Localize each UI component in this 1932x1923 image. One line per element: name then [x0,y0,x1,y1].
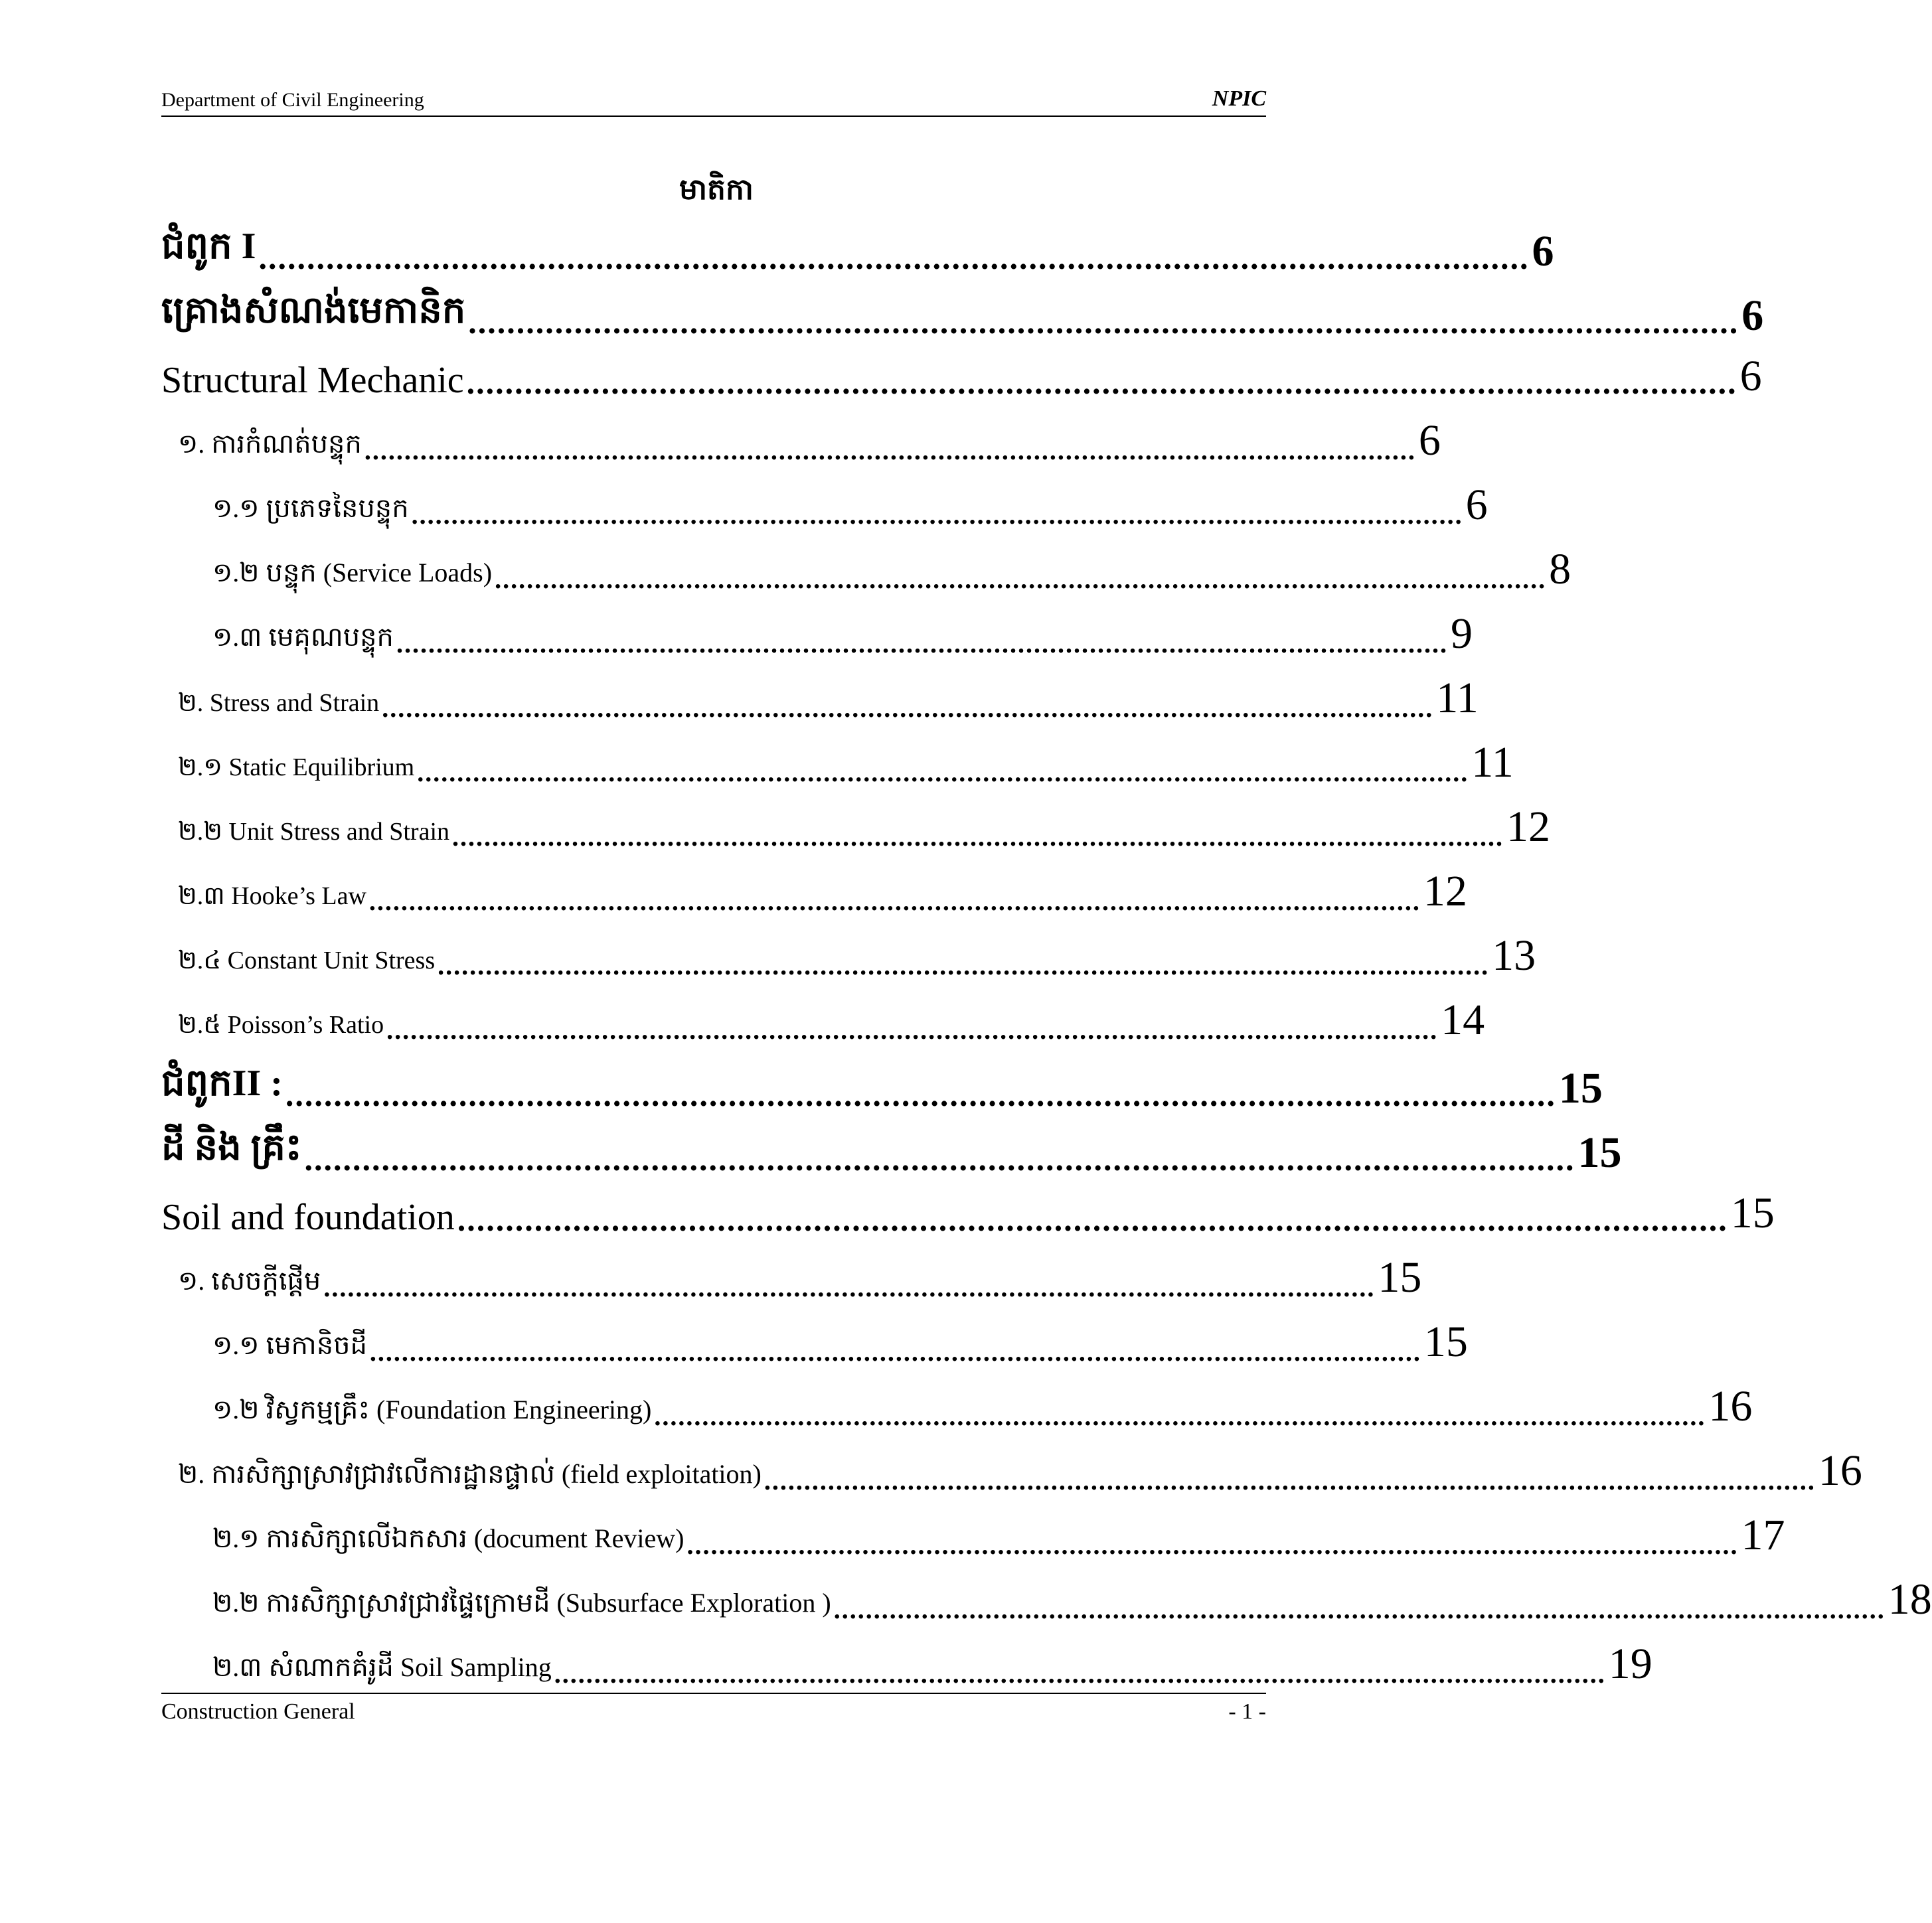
toc-entry-label: ១.២ វិស្វកម្មគ្រឹះ (Foundation Engineering) [212,1395,652,1424]
toc-entry-label: ២.៤ Constant Unit Stress [178,947,436,974]
toc-entry-1-3[interactable] [161,609,1473,659]
dot-leader: .................................................................................................................................... [686,1530,1739,1560]
toc-entry-label: ២.១ ការសិក្សាលើឯកសារ (document Review) [212,1523,684,1553]
toc-entry-page: 12 [1423,867,1467,915]
toc-entry-2-5[interactable] [161,995,1485,1045]
toc-entry-page: 19 [1608,1640,1652,1688]
dot-leader: .................................................................................................................................... [285,1076,1556,1113]
dot-leader: .................................................................................................................................... [369,1337,1421,1367]
toc-entry-mechanics-structure[interactable] [161,287,1764,341]
toc-entry-page: 11 [1436,674,1479,722]
toc-entry-chapter-1[interactable] [161,222,1554,277]
toc-entry-page: 17 [1741,1511,1785,1559]
toc-entry-2-1-document[interactable] [161,1510,1785,1561]
toc-entry-1-intro[interactable] [161,1253,1422,1303]
dot-leader: .................................................................................................................................... [368,886,1421,916]
dot-leader: .................................................................................................................................... [466,364,1737,401]
toc-entry-label: Soil and foundation [161,1197,455,1238]
dot-leader: .................................................................................................................................... [438,951,1490,980]
toc-entry-label: ២.៣ Hooke’s Law [178,882,366,910]
toc-entry-page: 12 [1506,803,1551,851]
toc-entry-2-3-sampling[interactable] [161,1639,1652,1689]
dot-leader: .................................................................................................................................... [364,435,1416,465]
toc-entry-structural-mechanic[interactable] [161,351,1762,402]
page-header [161,81,1266,117]
toc-entry-label: ១.៣ មេគុណបន្ទុក [212,622,394,652]
page-number: - 1 - [1228,1699,1266,1724]
dot-leader: .................................................................................................................................... [764,1466,1816,1496]
toc-entry-page: 6 [1532,227,1554,275]
toc-entry-label: ២. ការសិក្សាស្រាវជ្រាវលើការដ្ឋានផ្ទាល់ (field exploitation) [178,1459,762,1489]
dot-leader: .................................................................................................................................... [411,500,1463,530]
toc-entry-label: ២.៥ Poisson’s Ratio [178,1011,384,1039]
toc-entry-label: ១.១ មេកានិចដី [212,1330,367,1360]
dot-leader: .................................................................................................................................... [495,564,1547,594]
dot-leader: .................................................................................................................................... [417,757,1469,787]
toc-entry-label: ២.៣ សំណាកគំរូដី Soil Sampling [212,1652,552,1682]
toc-entry-1-1[interactable] [161,480,1488,530]
toc-entry-chapter-2[interactable] [161,1059,1603,1114]
toc-title: មាតិកា [679,173,754,206]
toc-entry-page: 9 [1450,609,1473,658]
toc-entry-2-4[interactable] [161,931,1536,981]
footer-title: Construction General [161,1699,355,1724]
toc-entry-1-2-foundation-eng[interactable] [161,1381,1753,1432]
toc-entry-page: 6 [1418,416,1441,465]
toc-entry-page: 15 [1423,1318,1468,1366]
toc-entry-soil-foundation-kh[interactable] [161,1124,1622,1178]
dot-leader: .................................................................................................................................... [323,1272,1376,1302]
toc-entry-label: ដី និង គ្រឹះ [161,1127,302,1168]
institution-name: NPIC [1212,86,1266,111]
toc-entry-2-field[interactable] [161,1446,1862,1496]
toc-entry-label: ជំពូកII : [161,1063,283,1104]
dot-leader: .................................................................................................................................... [452,822,1504,852]
dot-leader: .................................................................................................................................... [258,239,1530,276]
dot-leader: .................................................................................................................................... [468,303,1739,341]
toc-entry-page: 15 [1730,1189,1775,1237]
toc-entry-page: 15 [1378,1253,1422,1302]
dot-leader: .................................................................................................................................... [457,1201,1728,1238]
toc-entry-2-3[interactable] [161,866,1467,917]
footer-rule [161,1693,1266,1694]
toc-entry-1-2[interactable] [161,544,1571,595]
toc-entry-page: 16 [1818,1446,1862,1495]
toc-entry-label: គ្រោងសំណង់មេកានិក [161,290,466,331]
toc-entry-page: 6 [1465,481,1488,529]
dot-leader: .................................................................................................................................... [654,1401,1706,1431]
toc-entry-page: 8 [1549,545,1571,593]
toc-entry-soil-and-foundation[interactable] [161,1188,1775,1239]
toc-entry-label: ២.២ Unit Stress and Strain [178,818,450,846]
toc-entry-page: 18 [1888,1575,1932,1624]
toc-entry-label: ១.២ បន្ទុក (Service Loads) [212,558,493,587]
toc-entry-page: 15 [1558,1064,1603,1113]
toc-entry-2-2-subsurface[interactable] [161,1575,1932,1625]
toc-entry-label: ១.១ ប្រភេទនៃបន្ទុក [212,493,409,523]
toc-entry-1[interactable] [161,416,1441,466]
department-name: Department of Civil Engineering [161,89,424,111]
toc-entry-page: 13 [1492,931,1536,980]
toc-entry-page: 6 [1739,352,1762,400]
toc-entry-2-1[interactable] [161,737,1514,788]
toc-entry-label: ១. ការកំណត់បន្ទុក [178,429,362,459]
toc-entry-label: ១. សេចក្តីផ្តើម [178,1266,321,1296]
dot-leader: .................................................................................................................................... [396,629,1448,658]
toc-entry-page: 11 [1471,738,1514,787]
toc-entry-label: ២.២ ការសិក្សាស្រាវជ្រាវផ្ទៃក្រោមដី (Subsurface Exploration ) [212,1588,831,1618]
toc-entry-page: 14 [1441,996,1485,1044]
dot-leader: .................................................................................................................................... [833,1594,1886,1624]
toc-entry-1-1-soil-mechanics[interactable] [161,1317,1468,1367]
toc-entry-page: 16 [1708,1382,1753,1430]
toc-entry-2[interactable] [161,673,1479,724]
toc-entry-2-2[interactable] [161,802,1551,852]
toc-entry-label: ជំពូក I [161,226,256,267]
toc-entry-label: ២.១ Static Equilibrium [178,753,415,781]
toc-entry-label: ២. Stress and Strain [178,689,380,717]
toc-entry-page: 15 [1577,1128,1622,1177]
dot-leader: .................................................................................................................................... [304,1140,1575,1178]
dot-leader: .................................................................................................................................... [554,1659,1606,1689]
toc-entry-label: Structural Mechanic [161,360,464,401]
toc-entry-page: 6 [1741,291,1764,340]
dot-leader: .................................................................................................................................... [382,693,1434,723]
dot-leader: .................................................................................................................................... [386,1015,1439,1045]
